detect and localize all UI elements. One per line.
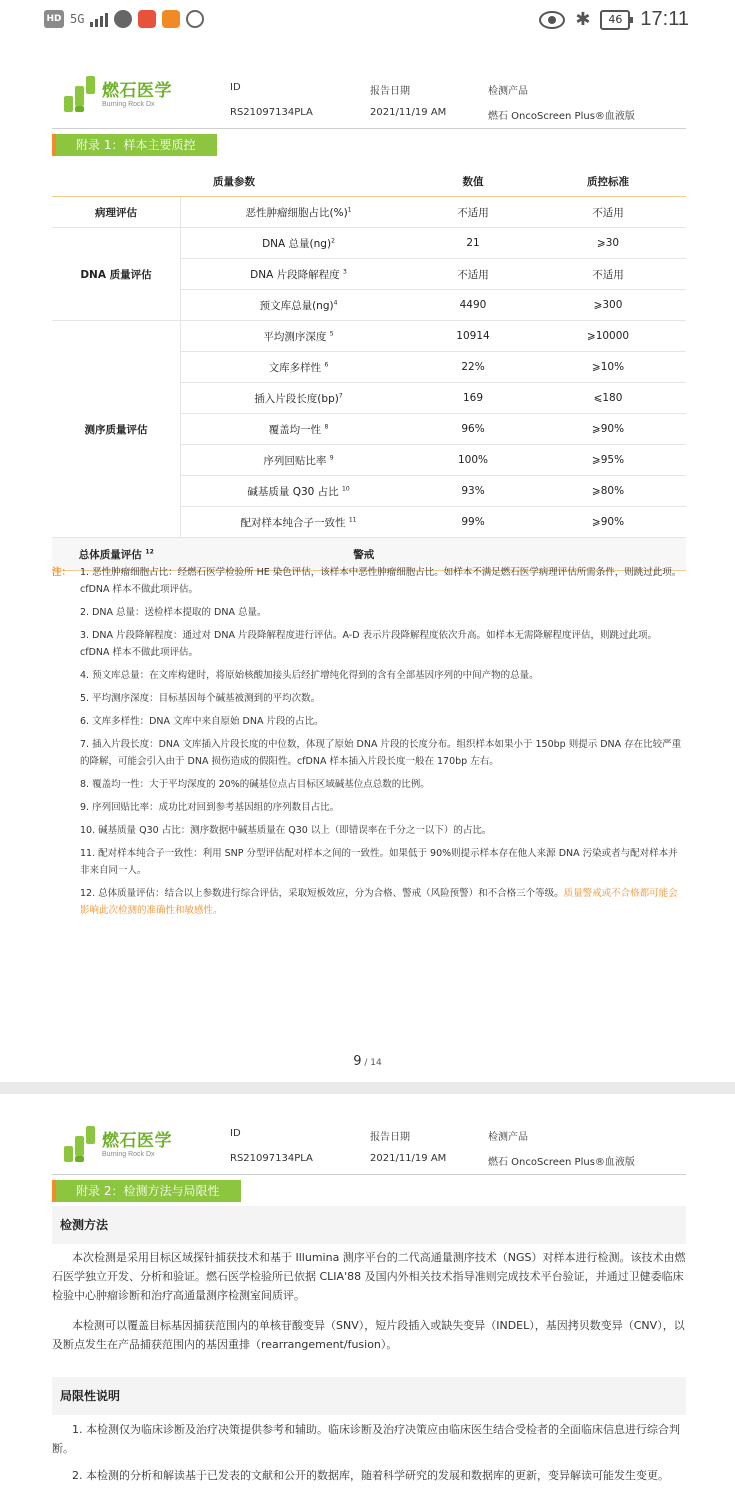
value-cell: 22% <box>416 352 530 383</box>
note-item: 10. 碱基质量 Q30 占比：测序数据中碱基质量在 Q30 以上（即错误率在千分之一以下）的占比。 <box>80 825 492 836</box>
table-header-row <box>52 166 686 197</box>
logo-mark-icon <box>64 76 98 114</box>
report-header <box>0 1094 735 1184</box>
header-date-value: 2021/11/19 AM <box>370 107 447 118</box>
header-date-label: 报告日期 <box>370 86 410 97</box>
note-item: 3. DNA 片段降解程度：通过对 DNA 片段降解程度进行评估。A-D 表示片段降解程度依次升高。如样本无需降解程度评估，则跳过此项。cfDNA 样本不做此项评估。 <box>80 630 658 658</box>
col-header-value: 数值 <box>416 166 530 197</box>
standard-cell: ⩾10000 <box>530 321 686 352</box>
logo-name-cn: 燃石医学 <box>102 1130 172 1151</box>
standard-cell: ⩽180 <box>530 383 686 414</box>
company-logo <box>64 76 172 114</box>
header-product-value: 燃石 OncoScreen Plus®血液版 <box>488 111 635 122</box>
standard-cell: ⩾80% <box>530 476 686 507</box>
note-item: 9. 序列回贴比率：成功比对回到参考基因组的序列数目占比。 <box>80 802 340 813</box>
report-page-9 <box>0 44 735 1082</box>
standard-cell: ⩾10% <box>530 352 686 383</box>
standard-cell: 不适用 <box>530 259 686 290</box>
standard-cell: ⩾30 <box>530 228 686 259</box>
note-item: 11. 配对样本纯合子一致性：利用 SNP 分型评估配对样本之间的一致性。如果低于 90%则提示样本存在他人来源 DNA 污染或者与配对样本并非来自同一人。 <box>80 848 678 876</box>
header-id-label: ID <box>230 82 241 93</box>
header-product-label: 检测产品 <box>488 1132 528 1143</box>
note-item: 8. 覆盖均一性：大于平均深度的 20%的碱基位点占目标区域碱基位点总数的比例。 <box>80 779 430 790</box>
total-quality-label: 总体质量评估 $^{12}$ <box>52 538 181 571</box>
limitation-paragraph: 2. 本检测的分析和解读基于已发表的文献和公开的数据库，随着科学研究的发展和数据库的更新，变异解读可能发生变更。 <box>72 1469 669 1482</box>
header-id-value: RS21097134PLA <box>230 107 313 118</box>
category-sequencing-quality: 测序质量评估 <box>52 321 181 538</box>
quality-control-table <box>52 166 686 571</box>
standard-cell: ⩾95% <box>530 445 686 476</box>
header-id-label: ID <box>230 1128 241 1139</box>
header-divider <box>52 1174 686 1175</box>
param-cell: 文库多样性 $^6$ <box>181 352 417 383</box>
col-header-param: 质量参数 <box>52 166 416 197</box>
value-cell: 169 <box>416 383 530 414</box>
network-type: 5G <box>70 12 85 26</box>
video-app-icon <box>162 10 180 28</box>
report-header <box>0 44 735 134</box>
eye-comfort-icon <box>539 11 565 29</box>
header-product-value: 燃石 OncoScreen Plus®血液版 <box>488 1157 635 1168</box>
value-cell: 100% <box>416 445 530 476</box>
clock: 17:11 <box>640 8 689 30</box>
table-row <box>52 321 686 352</box>
param-cell: 序列回贴比率 $^9$ <box>181 445 417 476</box>
note-item-12: 12. 总体质量评估：结合以上参数进行综合评估，采取短板效应，分为合格、警戒（风险预警）和不合格三个等级。质量警戒或不合格都可能会影响此次检测的准确性和敏感性。 <box>80 888 678 916</box>
note-item: 7. 插入片段长度：DNA 文库插入片段长度的中位数，体现了原始 DNA 片段的长度分布。组织样本如果小于 150bp 则提示 DNA 存在比较严重的降解，可能会引入由于 DNA 损伤造成的假阳性。cfDNA 样本插入片段长度一般在 170bp 左右。 <box>80 739 682 767</box>
table-row <box>52 228 686 259</box>
bluetooth-icon: ✱ <box>575 9 591 30</box>
signal-icon <box>90 11 108 27</box>
param-cell: 平均测序深度 $^5$ <box>181 321 417 352</box>
browser-icon <box>186 10 204 28</box>
tv-app-icon <box>138 10 156 28</box>
header-divider <box>52 128 686 129</box>
status-bar <box>0 0 735 44</box>
report-page-10 <box>0 1094 735 1500</box>
page-number: 9 / 14 <box>353 1054 382 1069</box>
param-cell: 恶性肿瘤细胞占比(%)$^1$ <box>181 197 417 228</box>
note-item: 1. 恶性肿瘤细胞占比：经燃石医学检验所 HE 染色评估，该样本中恶性肿瘤细胞占比。如样本不满足燃石医学病理评估所需条件，则跳过此项。cfDNA 样本不做此项评估。 <box>80 567 682 595</box>
logo-name-en: Burning Rock Dx <box>102 1150 155 1158</box>
value-cell: 10914 <box>416 321 530 352</box>
standard-cell: ⩾90% <box>530 414 686 445</box>
note-item: 4. 预文库总量：在文库构建时，将原始核酸加接头后经扩增纯化得到的含有全部基因序列的中间产物的总量。 <box>80 670 539 681</box>
header-id-value: RS21097134PLA <box>230 1153 313 1164</box>
category-dna-quality: DNA 质量评估 <box>52 228 181 321</box>
logo-mark-icon <box>64 1126 98 1164</box>
standard-cell: ⩾300 <box>530 290 686 321</box>
section-title: 附录 2：检测方法与局限性 <box>52 1180 241 1202</box>
quality-warning-text: 质量警戒或不合格都可能会影响此次检测的准确性和敏感性。 <box>80 888 678 916</box>
standard-cell: 不适用 <box>530 197 686 228</box>
chat-icon <box>114 10 132 28</box>
logo-name-en: Burning Rock Dx <box>102 100 155 108</box>
logo-name-cn: 燃石医学 <box>102 80 172 101</box>
notes-label: 注： <box>52 567 72 578</box>
total-quality-value: 警戒 <box>181 538 687 571</box>
value-cell: 不适用 <box>416 197 530 228</box>
value-cell: 93% <box>416 476 530 507</box>
limitation-heading: 局限性说明 <box>52 1377 686 1415</box>
standard-cell: ⩾90% <box>530 507 686 538</box>
value-cell: 4490 <box>416 290 530 321</box>
hd-icon: HD <box>44 10 64 28</box>
header-product-label: 检测产品 <box>488 86 528 97</box>
value-cell: 96% <box>416 414 530 445</box>
table-row <box>52 197 686 228</box>
param-cell: 预文库总量(ng)$^4$ <box>181 290 417 321</box>
table-notes <box>52 564 686 925</box>
note-item: 2. DNA 总量：送检样本提取的 DNA 总量。 <box>80 607 267 618</box>
method-paragraph: 本检测可以覆盖目标基因捕获范围内的单核苷酸变异（SNV），短片段插入或缺失变异（INDEL），基因拷贝数变异（CNV），以及断点发生在产品捕获范围内的基因重排（rearrangement/fusion）。 <box>52 1319 685 1351</box>
company-logo <box>64 1126 172 1164</box>
note-item: 6. 文库多样性：DNA 文库中来自原始 DNA 片段的占比。 <box>80 716 324 727</box>
category-pathology: 病理评估 <box>52 197 181 228</box>
value-cell: 不适用 <box>416 259 530 290</box>
section-title: 附录 1：样本主要质控 <box>52 134 217 156</box>
param-cell: 配对样本纯合子一致性 $^{11}$ <box>181 507 417 538</box>
method-heading: 检测方法 <box>52 1206 686 1244</box>
value-cell: 21 <box>416 228 530 259</box>
header-date-label: 报告日期 <box>370 1132 410 1143</box>
battery-icon: 46 <box>600 10 630 30</box>
param-cell: 覆盖均一性 $^8$ <box>181 414 417 445</box>
col-header-standard: 质控标准 <box>530 166 686 197</box>
value-cell: 99% <box>416 507 530 538</box>
param-cell: 插入片段长度(bp)$^7$ <box>181 383 417 414</box>
header-date-value: 2021/11/19 AM <box>370 1153 447 1164</box>
note-item: 5. 平均测序深度：目标基因每个碱基被测到的平均次数。 <box>80 693 321 704</box>
method-paragraph: 本次检测是采用目标区域探针捕获技术和基于 Illumina 测序平台的二代高通量测序技术（NGS）对样本进行检测。该技术由燃石医学独立开发、分析和验证。燃石医学检验所已依据 CLIA'88 及国内外相关技术指导准则完成技术平台验证，并通过卫健委临床检验中心肿瘤诊断和治疗高通量测序检测室间质评。 <box>52 1251 686 1302</box>
limitation-paragraph: 1. 本检测仅为临床诊断及治疗决策提供参考和辅助。临床诊断及治疗决策应由临床医生结合受检者的全面临床信息进行综合判断。 <box>52 1423 680 1455</box>
param-cell: DNA 片段降解程度 $^3$ <box>181 259 417 290</box>
param-cell: 碱基质量 Q30 占比 $^{10}$ <box>181 476 417 507</box>
param-cell: DNA 总量(ng)$^2$ <box>181 228 417 259</box>
